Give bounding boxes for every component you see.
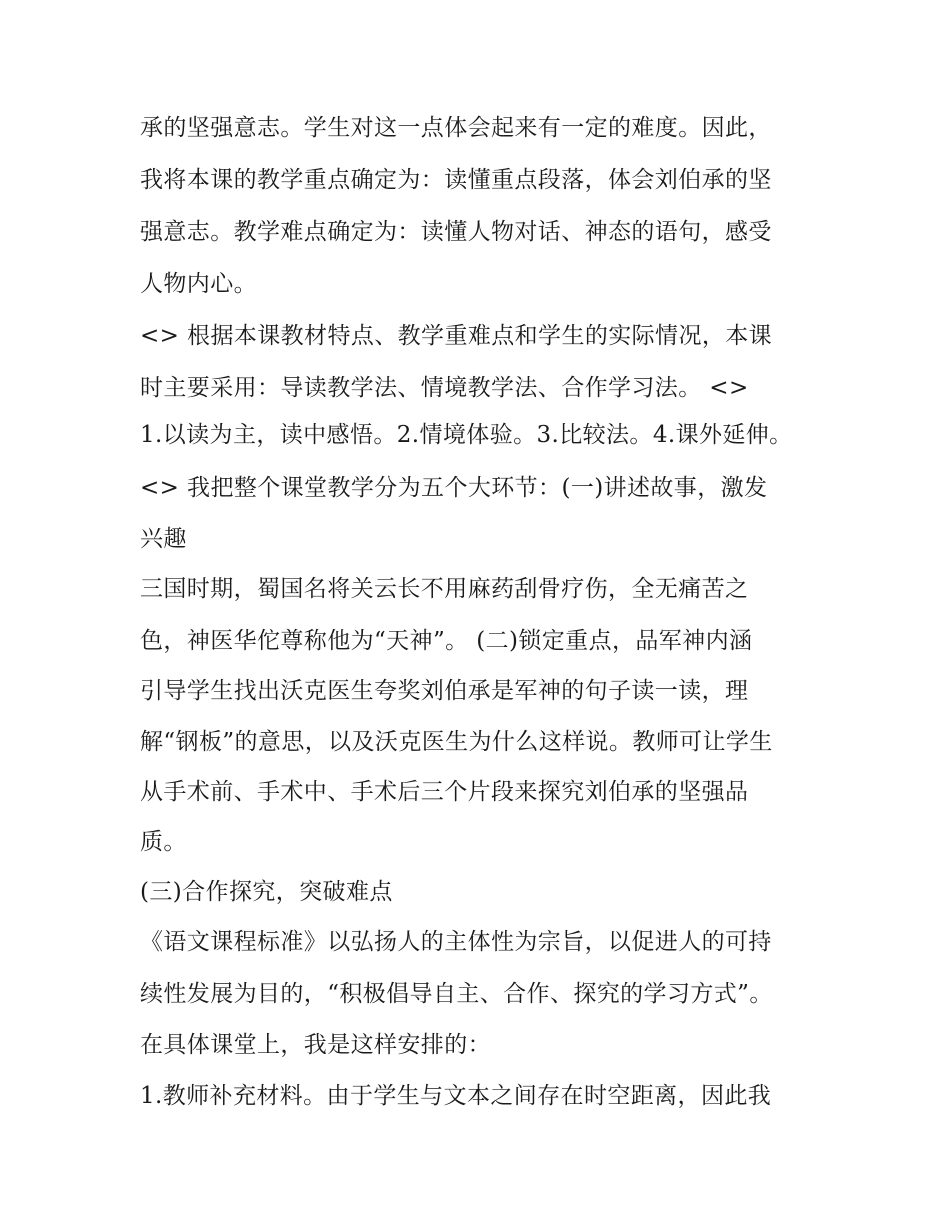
- text-line: 引导学生找出沃克医生夸奖刘伯承是军神的句子读一读，理: [140, 678, 749, 704]
- text-line: 我将本课的教学重点确定为：读懂重点段落，体会刘伯承的坚: [140, 167, 772, 193]
- text-line: <> 根据本课教材特点、教学重难点和学生的实际情况，本课: [140, 323, 773, 349]
- text-line: 1.以读为主，读中感悟。2.情境体验。3.比较法。4.课外延伸。: [140, 422, 793, 448]
- text-line: 色，神医华佗尊称他为“天神”。 (二)锁定重点，品军神内涵: [140, 628, 753, 654]
- text-line: (三)合作探究，突破难点: [140, 879, 393, 905]
- text-line: 质。: [140, 829, 187, 855]
- text-line: 兴趣: [140, 526, 187, 552]
- text-line: <> 我把整个课堂教学分为五个大环节：(一)讲述故事，激发: [140, 475, 768, 501]
- text-line: 解“钢板”的意思，以及沃克医生为什么这样说。教师可让学生: [140, 729, 773, 755]
- text-line: 时主要采用：导读教学法、情境教学法、合作学习法。 <>: [140, 375, 749, 401]
- text-line: 承的坚强意志。学生对这一点体会起来有一定的难度。因此，: [140, 115, 772, 141]
- text-line: 1.教师补充材料。由于学生与文本之间存在时空距离，因此我: [140, 1083, 772, 1109]
- text-line: 《语文课程标准》以弘扬人的主体性为宗旨，以促进人的可持: [140, 929, 772, 955]
- text-line: 强意志。教学难点确定为：读懂人物对话、神态的语句，感受: [140, 219, 772, 245]
- text-line: 三国时期，蜀国名将关云长不用麻药刮骨疗伤，全无痛苦之: [140, 576, 749, 602]
- text-line: 续性发展为目的，“积极倡导自主、合作、探究的学习方式”。: [140, 981, 773, 1007]
- text-line: 从手术前、手术中、手术后三个片段来探究刘伯承的坚强品: [140, 779, 749, 805]
- text-line: 人物内心。: [140, 271, 257, 297]
- text-line: 在具体课堂上，我是这样安排的：: [140, 1032, 491, 1058]
